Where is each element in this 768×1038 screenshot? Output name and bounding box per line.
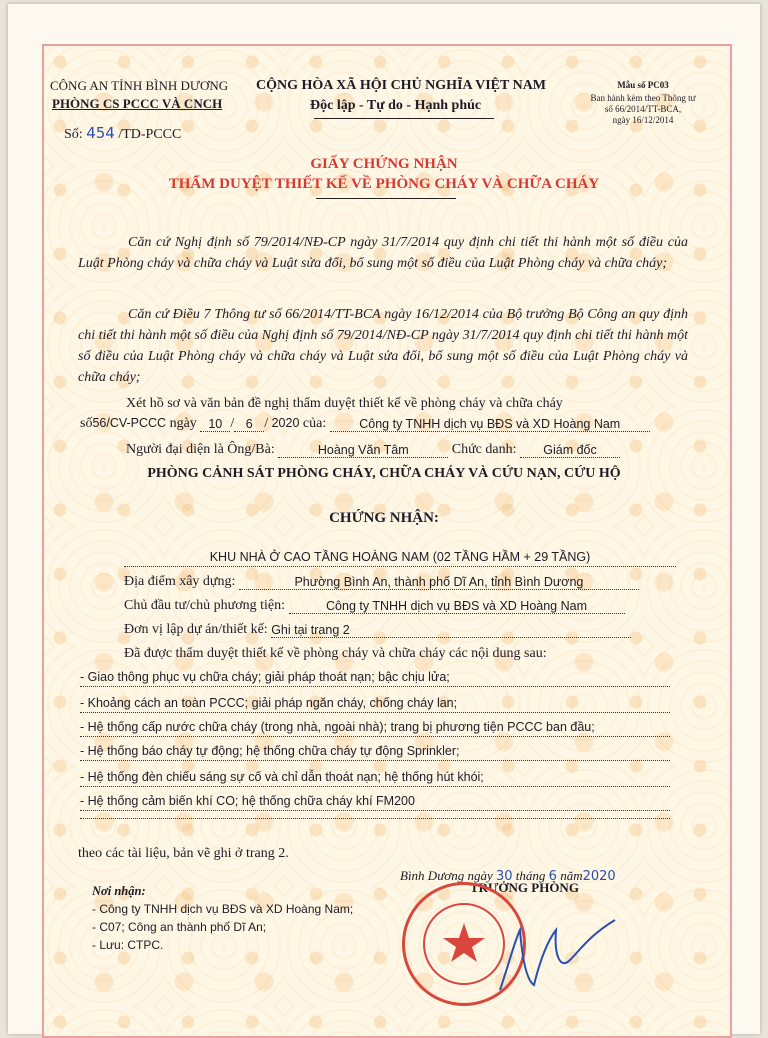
document-number	[64, 124, 181, 143]
request-line: Xét hồ sơ và văn bản đề nghị thẩm duyệt thiết kế về phòng cháy và chữa cháy	[126, 396, 563, 411]
department-name: PHÒNG CS PCCC VÀ CNCH	[52, 96, 223, 111]
place-label: Bình Dương ngày	[400, 868, 493, 883]
blank-line	[80, 818, 670, 819]
project-name: KHU NHÀ Ở CAO TẦNG HOÀNG NAM (02 TẦNG HẦM + 29 TẦNG)	[124, 548, 676, 567]
rep-label: Người đại diện là Ông/Bà:	[126, 442, 275, 457]
signature-mark	[490, 900, 630, 1000]
recipient-item: - Lưu: CTPC.	[92, 938, 164, 952]
request-month: 6	[234, 417, 264, 432]
designer-label: Đơn vị lập dự án/thiết kế:	[124, 622, 268, 637]
recipients-heading: Nơi nhận:	[92, 884, 146, 898]
request-year: 2020	[271, 416, 300, 430]
project-owner: Công ty TNHH dịch vụ BĐS và XD Hoàng Nam	[289, 599, 625, 614]
legal-basis-2: Căn cứ Điều 7 Thông tư số 66/2014/TT-BCA ngày 16/12/2014 của Bộ trưởng Bộ Công an quy định chi tiết thi hành một số điều của Nghị định số 79/2014/NĐ-CP ngày 31/7/2014 quy định chi tiết thi hành một số điều của Luật Phòng cháy và chữa cháy và Luật sửa đổi, bổ sung một số điều của Luật Phòng cháy và chữa cháy;	[78, 307, 688, 385]
national-title: CỘNG HÒA XÃ HỘI CHỦ NGHĨA VIỆT NAM	[256, 78, 547, 93]
approved-item: - Hệ thống đèn chiếu sáng sự cố và chỉ dẫn thoát nạn; hệ thống hút khói;	[80, 768, 670, 787]
date-label: ngày	[169, 416, 197, 431]
closing-line: theo các tài liệu, bản vẽ ghi ở trang 2.	[78, 846, 289, 861]
rep-position: Giám đốc	[520, 443, 620, 458]
signer-title: TRƯỞNG PHÒNG	[470, 880, 579, 895]
request-reference: số56/CV-PCCC ngày 10 / 6 / 2020 của: Công ty TNHH dịch vụ BĐS và XD Hoàng Nam	[80, 416, 650, 432]
recipient-item: - C07; Công an thành phố Dĩ An;	[92, 920, 267, 934]
sign-month: 6	[548, 869, 557, 884]
year-label: năm	[560, 868, 583, 883]
of-label: của:	[302, 416, 327, 431]
approved-intro: Đã được thẩm duyệt thiết kế về phòng cháy và chữa cháy các nội dung sau:	[124, 646, 547, 661]
approved-item: - Hệ thống cấp nước chữa cháy (trong nhà, ngoài nhà); trang bị phương tiện PCCC ban đầu;	[80, 718, 670, 737]
owner-row	[124, 598, 625, 614]
number-suffix: /TD-PCCC	[118, 127, 182, 142]
sign-day: 30	[496, 869, 513, 884]
request-day: 10	[200, 417, 230, 432]
form-note-1: Ban hành kèm theo Thông tư	[590, 93, 696, 103]
approved-item: - Giao thông phục vụ chữa cháy; giải pháp thoát nạn; bậc chịu lửa;	[80, 668, 670, 687]
national-motto: Độc lập - Tự do - Hạnh phúc	[310, 98, 482, 113]
sign-year: 2020	[582, 869, 616, 884]
location-row	[124, 574, 639, 590]
agency-name: CÔNG AN TỈNH BÌNH DƯƠNG	[50, 78, 229, 93]
representative-line	[126, 442, 620, 458]
title-underline	[316, 198, 456, 199]
certificate-subtitle: THẨM DUYỆT THIẾT KẾ VỀ PHÒNG CHÁY VÀ CHỮA CHÁY	[168, 176, 600, 192]
project-designer: Ghi tại trang 2	[271, 623, 631, 638]
legal-basis-1: Căn cứ Nghị định số 79/2014/NĐ-CP ngày 31/7/2014 quy định chi tiết thi hành một số điều của Luật Phòng cháy và chữa cháy và Luật sửa đổi, bổ sung một số điều của Luật Phòng cháy và chữa cháy;	[78, 235, 688, 271]
recipient-item: - Công ty TNHH dịch vụ BĐS và XD Hoàng Nam;	[92, 902, 354, 916]
certificate-title: GIẤY CHỨNG NHẬN	[310, 156, 458, 172]
ref-prefix: số	[80, 416, 93, 431]
designer-row	[124, 622, 631, 638]
certify-heading: CHỨNG NHẬN:	[329, 510, 439, 526]
approved-item: - Khoảng cách an toàn PCCC; giải pháp ngăn cháy, chống cháy lan;	[80, 694, 670, 713]
number-value: 454	[86, 124, 115, 142]
position-label: Chức danh:	[451, 442, 517, 457]
motto-underline	[314, 118, 494, 119]
form-note-2: số 66/2014/TT-BCA,	[604, 104, 682, 114]
project-location: Phường Bình An, thành phố Dĩ An, tỉnh Bình Dương	[239, 575, 639, 590]
ref-number: 56/CV-PCCC	[92, 416, 167, 430]
form-code: Mẫu số PC03	[617, 80, 669, 90]
month-label: tháng	[515, 868, 546, 883]
issuing-authority: PHÒNG CẢNH SÁT PHÒNG CHÁY, CHỮA CHÁY VÀ CỨU NẠN, CỨU HỘ	[147, 466, 621, 481]
applicant-name: Công ty TNHH dịch vụ BĐS và XD Hoàng Nam	[330, 417, 650, 432]
rep-name: Hoàng Văn Tâm	[278, 443, 448, 458]
number-label: Số:	[64, 127, 83, 142]
approved-item: - Hệ thống cảm biến khí CO; hệ thống chữa cháy khí FM200	[80, 792, 670, 811]
form-note-3: ngày 16/12/2014	[612, 115, 674, 125]
location-label: Địa điểm xây dựng:	[124, 574, 236, 589]
approved-item: - Hệ thống báo cháy tự động; hệ thống chữa cháy tự động Sprinkler;	[80, 742, 670, 761]
owner-label: Chủ đầu tư/chủ phương tiện:	[124, 598, 286, 613]
